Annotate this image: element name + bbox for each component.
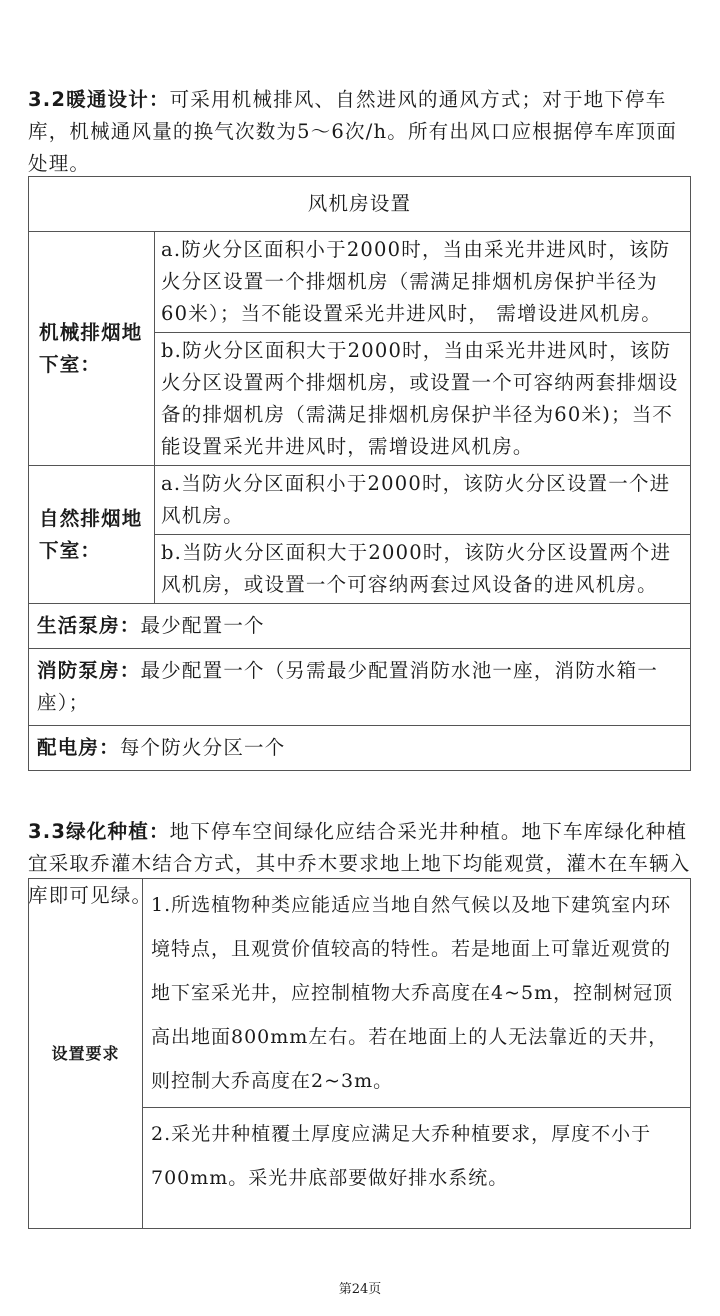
section-3-3-heading: 3.3绿化种植： — [28, 820, 170, 843]
natural-smoke-item-a: a.当防火分区面积小于2000时，该防火分区设置一个进风机房。 — [155, 466, 691, 535]
section-3-3-text: 地下停车空间绿化应结合采光井种植。地下车库绿化种植宜采取乔灌木结合方式，其中乔木要求地上地下均能观赏，灌木在车辆入库即可见绿。 — [28, 820, 691, 907]
section-3-2-paragraph — [28, 84, 694, 180]
natural-smoke-item-b: b.当防火分区面积大于2000时，该防火分区设置两个进风机房，或设置一个可容纳两套过风设备的进风机房。 — [155, 535, 691, 604]
planting-requirements-table — [28, 878, 691, 1229]
power-room-row — [29, 726, 691, 771]
power-room-text: 每个防火分区一个 — [119, 736, 286, 759]
domestic-pump-label: 生活泵房： — [37, 614, 141, 637]
fan-room-table — [28, 176, 691, 771]
domestic-pump-row — [29, 604, 691, 649]
requirements-label: 设置要求 — [29, 879, 143, 1229]
natural-smoke-label: 自然排烟地下室： — [29, 466, 155, 604]
section-3-2-text: 可采用机械排风、自然进风的通风方式；对于地下停车库，机械通风量的换气次数为5～6次/h。所有出风口应根据停车库顶面处理。 — [28, 88, 678, 175]
mech-smoke-item-a: a.防火分区面积小于2000时，当由采光井进风时，该防火分区设置一个排烟机房（需满足排烟机房保护半径为60米）；当不能设置采光井进风时， 需增设进风机房。 — [155, 232, 691, 333]
section-3-2-heading: 3.2暖通设计： — [28, 88, 170, 111]
mech-smoke-label: 机械排烟地下室： — [29, 232, 155, 466]
page-number: 第24页 — [338, 1282, 382, 1297]
power-room-label: 配电房： — [37, 736, 120, 759]
requirement-item-2: 2.采光井种植覆土厚度应满足大乔种植要求，厚度不小于700mm。采光井底部要做好排水系统。 — [143, 1108, 691, 1229]
fire-pump-label: 消防泵房： — [37, 659, 141, 682]
requirement-item-1: 1.所选植物种类应能适应当地自然气候以及地下建筑室内环境特点，且观赏价值较高的特性。若是地面上可靠近观赏的地下室采光井，应控制植物大乔高度在4~5m，控制树冠顶高出地面800mm左右。若在地面上的人无法靠近的天井，则控制大乔高度在2~3m。 — [143, 879, 691, 1108]
fire-pump-row — [29, 649, 691, 726]
domestic-pump-text: 最少配置一个 — [140, 614, 265, 637]
mech-smoke-item-b: b.防火分区面积大于2000时，当由采光井进风时，该防火分区设置两个排烟机房，或设置一个可容纳两套排烟设备的排烟机房（需满足排烟机房保护半径为60米)；当不能设置采光井进风时，需增设进风机房。 — [155, 333, 691, 466]
fan-room-table-header: 风机房设置 — [29, 177, 691, 232]
fire-pump-text: 最少配置一个（另需最少配置消防水池一座，消防水箱一座）； — [37, 659, 659, 714]
